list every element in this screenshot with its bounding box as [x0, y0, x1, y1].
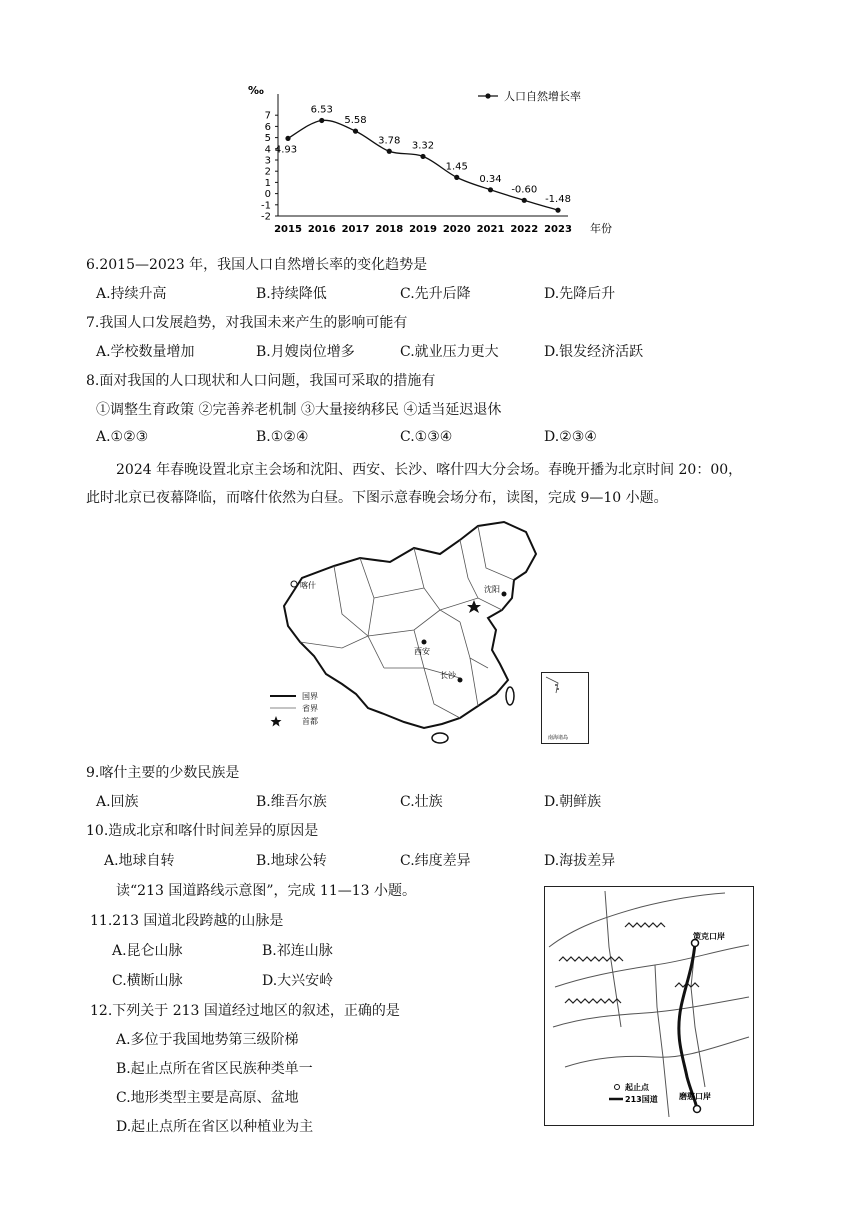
city-label-shenyang: 沈阳	[484, 585, 500, 594]
north-port-label: 策克口岸	[693, 932, 725, 941]
x-tick-label: 2015	[274, 224, 302, 235]
question-12-stem: 12.下列关于 213 国道经过地区的叙述，正确的是	[90, 1003, 400, 1019]
question-6-stem: 6.2015—2023 年，我国人口自然增长率的变化趋势是	[86, 257, 428, 273]
question-7-stem: 7.我国人口发展趋势，对我国未来产生的影响可能有	[86, 315, 408, 331]
q11-option-b[interactable]: B.祁连山脉	[262, 943, 333, 959]
q10-option-d[interactable]: D.海拔差异	[544, 853, 616, 869]
q11-option-a[interactable]: A.昆仑山脉	[112, 943, 183, 959]
route-213-map	[544, 886, 754, 1126]
q7-option-a[interactable]: A.学校数量增加	[96, 344, 195, 360]
q10-option-b[interactable]: B.地球公转	[256, 853, 327, 869]
y-tick-label: 1	[264, 177, 271, 189]
legend-province-border: 省界	[302, 704, 318, 713]
x-tick-label: 2017	[341, 224, 370, 235]
y-unit-label: ‰	[248, 84, 264, 97]
q10-option-c[interactable]: C.纬度差异	[400, 853, 471, 869]
q8-option-c[interactable]: C.①③④	[400, 429, 453, 445]
city-label-changsha: 长沙	[440, 671, 456, 680]
y-tick-label: 5	[264, 133, 271, 145]
q11-option-c[interactable]: C.横断山脉	[112, 973, 183, 989]
data-label: 3.78	[378, 135, 401, 147]
data-point	[387, 149, 392, 154]
q9-option-c[interactable]: C.壮族	[400, 794, 443, 810]
data-point	[488, 187, 493, 192]
q7-option-c[interactable]: C.就业压力更大	[400, 344, 499, 360]
legend-marker	[485, 93, 490, 98]
x-tick-label: 2016	[307, 224, 336, 235]
q7-option-b[interactable]: B.月嫂岗位增多	[256, 344, 355, 360]
china-outline	[284, 522, 536, 728]
intro-9-10-line1: 2024 年春晚设置北京主会场和沈阳、西安、长沙、喀什四大分会场。春晚开播为北京时间 20：00，	[116, 462, 743, 478]
legend-star-icon	[271, 716, 282, 727]
legend-endpoint: 起止点	[625, 1083, 649, 1092]
legend-national-border: 国界	[302, 692, 318, 701]
data-label: 4.93	[274, 144, 298, 156]
data-point	[353, 129, 358, 134]
data-label: -0.60	[511, 184, 538, 196]
question-11-stem: 11.213 国道北段跨越的山脉是	[90, 913, 284, 929]
x-axis-suffix: 年份	[590, 222, 612, 235]
y-tick-label: 4	[264, 144, 271, 156]
q9-option-d[interactable]: D.朝鲜族	[544, 794, 602, 810]
question-10-stem: 10.造成北京和喀什时间差异的原因是	[86, 823, 319, 839]
x-tick-label: 2022	[510, 224, 539, 235]
y-tick-label: -2	[261, 211, 271, 223]
y-tick-label: 3	[264, 155, 271, 167]
inset-label: 南海诸岛	[548, 735, 569, 741]
x-tick-label: 2023	[544, 224, 572, 235]
q8-option-b[interactable]: B.①②④	[256, 429, 309, 445]
q6-option-d[interactable]: D.先降后升	[544, 286, 616, 302]
data-point	[319, 118, 324, 123]
series-line	[288, 120, 558, 210]
x-tick-label: 2021	[476, 224, 505, 235]
city-label-xian: 西安	[414, 647, 430, 656]
question-8-stem: 8.面对我国的人口现状和人口问题，我国可采取的措施有	[86, 373, 436, 389]
y-tick-label: 0	[264, 189, 271, 201]
data-label: -1.48	[545, 194, 571, 206]
q6-option-c[interactable]: C.先升后降	[400, 286, 471, 302]
south-port-label: 磨憨口岸	[679, 1092, 711, 1101]
legend-capital: 首都	[302, 717, 318, 726]
route-end-point	[694, 1106, 701, 1113]
q12-option-c[interactable]: C.地形类型主要是高原、盆地	[116, 1090, 299, 1106]
population-growth-chart	[228, 80, 648, 240]
data-label: 1.45	[445, 161, 468, 173]
intro-11-13: 读“213 国道路线示意图”，完成 11—13 小题。	[116, 883, 417, 899]
data-label: 5.58	[344, 115, 367, 127]
q12-option-b[interactable]: B.起止点所在省区民族种类单一	[116, 1061, 313, 1077]
q9-option-a[interactable]: A.回族	[96, 794, 139, 810]
q8-option-d[interactable]: D.②③④	[544, 429, 597, 445]
legend-label: 人口自然增长率	[504, 90, 581, 103]
legend-route: 213国道	[625, 1095, 658, 1104]
x-tick-label: 2019	[409, 224, 437, 235]
inset-graphic	[542, 673, 588, 743]
data-point	[454, 175, 459, 180]
route-213-graphic	[545, 887, 753, 1125]
y-tick-label: 2	[264, 166, 271, 178]
x-tick-label: 2018	[375, 224, 404, 235]
q8-option-a[interactable]: A.①②③	[96, 429, 149, 445]
q7-option-d[interactable]: D.银发经济活跃	[544, 344, 644, 360]
data-point	[285, 136, 290, 141]
city-label-kashgar: 喀什	[300, 581, 316, 590]
data-point	[420, 154, 425, 159]
y-tick-label: 7	[264, 110, 271, 122]
intro-9-10-line2: 此时北京已夜幕降临，而喀什依然为白昼。下图示意春晚会场分布，读图，完成 9—10 小题。	[86, 490, 668, 506]
y-tick-label: -1	[261, 200, 271, 212]
route-213-line	[679, 943, 697, 1109]
map1-legend	[270, 692, 318, 727]
data-point	[555, 208, 560, 213]
q12-option-a[interactable]: A.多位于我国地势第三级阶梯	[116, 1032, 299, 1048]
q6-option-b[interactable]: B.持续降低	[256, 286, 327, 302]
y-tick-label: 6	[264, 121, 271, 133]
q6-option-a[interactable]: A.持续升高	[96, 286, 167, 302]
data-label: 3.32	[411, 140, 435, 152]
q10-option-a[interactable]: A.地球自转	[104, 853, 175, 869]
question-9-stem: 9.喀什主要的少数民族是	[86, 765, 240, 781]
q9-option-b[interactable]: B.维吾尔族	[256, 794, 327, 810]
question-8-items: ①调整生育政策 ②完善养老机制 ③大量接纳移民 ④适当延迟退休	[96, 402, 502, 418]
south-china-sea-inset	[541, 672, 589, 744]
q12-option-d[interactable]: D.起止点所在省区以种植业为主	[116, 1119, 314, 1135]
data-point	[522, 198, 527, 203]
x-tick-label: 2020	[442, 224, 471, 235]
data-label: 6.53	[310, 104, 333, 116]
data-label: 0.34	[479, 173, 502, 185]
q11-option-d[interactable]: D.大兴安岭	[262, 973, 334, 989]
